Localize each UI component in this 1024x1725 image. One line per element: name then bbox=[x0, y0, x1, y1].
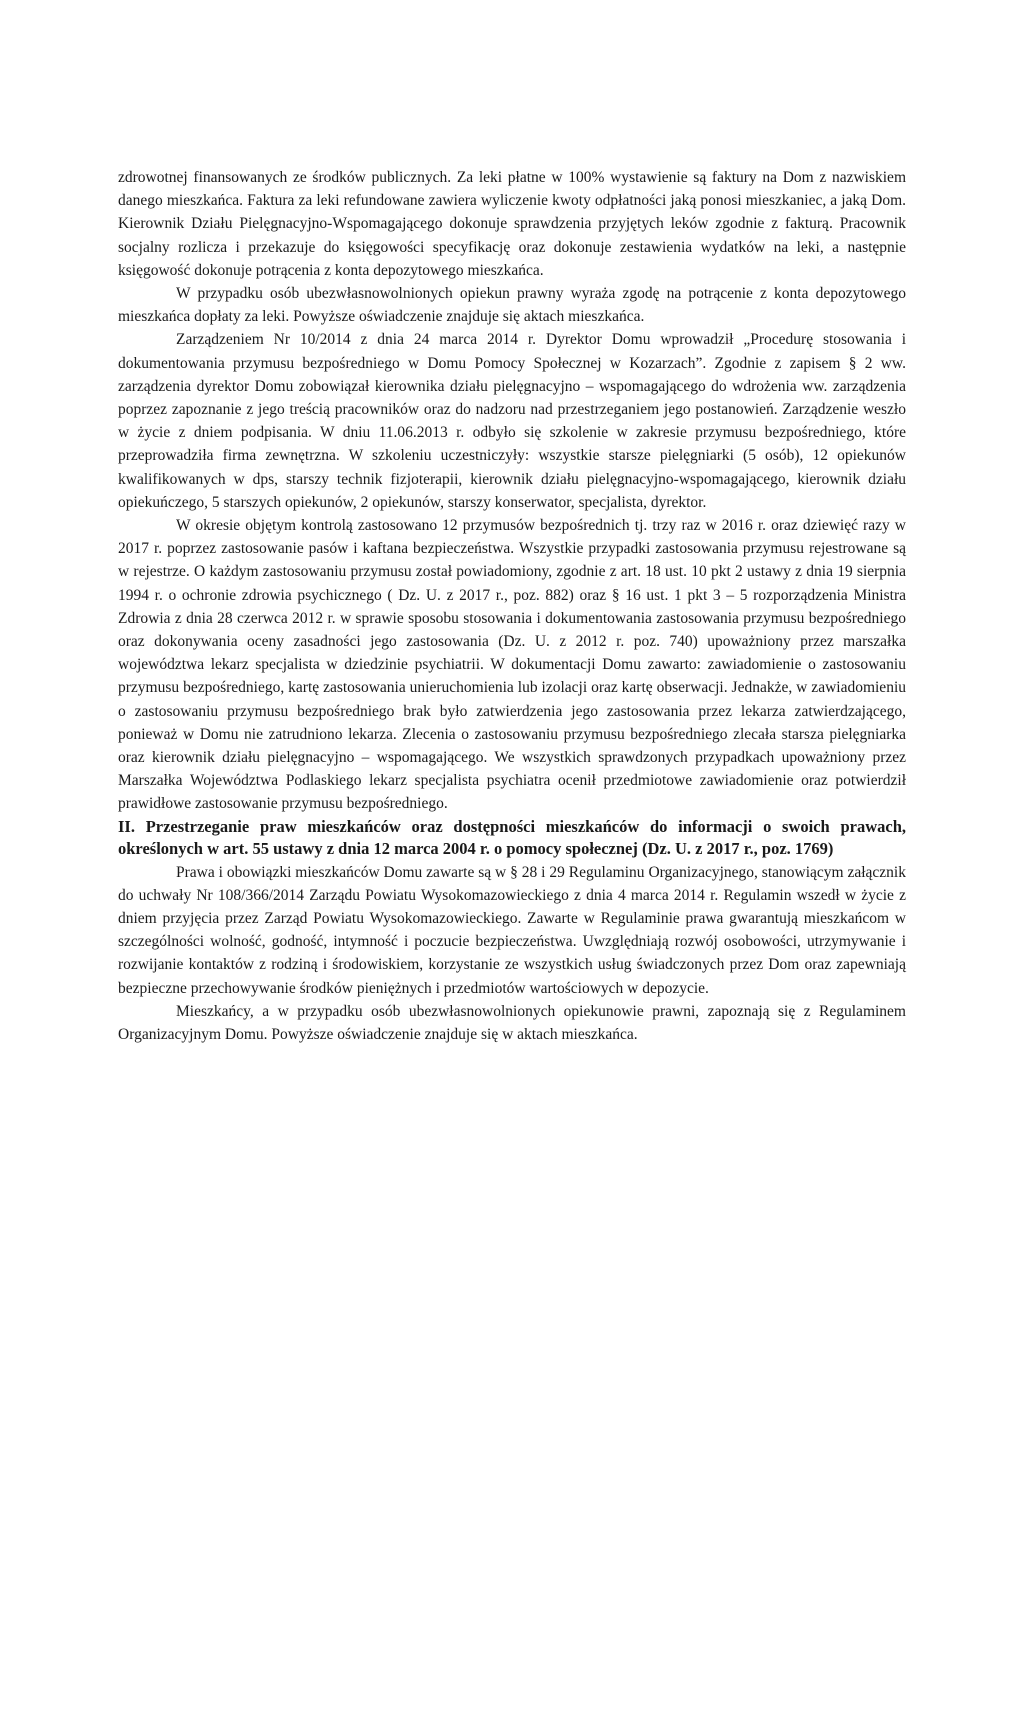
paragraph-resident-rights: Prawa i obowiązki mieszkańców Domu zawarte są w § 28 i 29 Regulaminu Organizacyjnego, stanowiącym załącznik do uchwały Nr 108/366/2014 Zarządu Powiatu Wysokomazowieckiego z dnia 4 marca 2014 r. Regulamin wszedł w życie z dniem przyjęcia przez Zarząd Powiatu Wysokomazowieckiego. Zawarte w Regulaminie prawa gwarantują mieszkańcom w szczególności wolność, godność, intymność i poczucie bezpieczeństwa. Uwzględniają rozwój osobowości, utrzymywanie i rozwijanie kontaktów z rodziną i środowiskiem, korzystanie ze wszystkich usług świadczonych przez Dom oraz zapewniają bezpieczne przechowywanie środków pieniężnych i przedmiotów wartościowych w depozycie. bbox=[118, 863, 906, 997]
document-page bbox=[118, 166, 906, 1046]
paragraph-guardian-consent: W przypadku osób ubezwłasnowolnionych opiekun prawny wyraża zgodę na potrącenie z konta depozytowego mieszkańca dopłaty za leki. Powyższe oświadczenie znajduje się aktach mieszkańca. bbox=[118, 285, 906, 326]
paragraph-coercion-procedure: Zarządzeniem Nr 10/2014 z dnia 24 marca 2014 r. Dyrektor Domu wprowadził „Procedurę stosowania i dokumentowania przymusu bezpośredniego w Domu Pomocy Społecznej w Kozarzach”. Zgodnie z zapisem § 2 ww. zarządzenia dyrektor Domu zobowiązał kierownika działu pielęgnacyjno – wspomagającego do wdrożenia ww. zarządzenia poprzez zapoznanie z jego treścią pracowników oraz do nadzoru nad przestrzeganiem jego postanowień. Zarządzenie weszło w życie z dniem podpisania. W dniu 11.06.2013 r. odbyło się szkolenie w zakresie przymusu bezpośredniego, które przeprowadziła firma zewnętrzna. W szkoleniu uczestniczyły: wszystkie starsze pielęgniarki (5 osób), 12 opiekunów kwalifikowanych w dps, starszy technik fizjoterapii, kierownik działu pielęgnacyjno-wspomagającego, kierownik działu opiekuńczego, 5 starszych opiekunów, 2 opiekunów, starszy konserwator, specjalista, dyrektor. bbox=[118, 331, 906, 511]
paragraph-medication-billing: zdrowotnej finansowanych ze środków publicznych. Za leki płatne w 100% wystawienie są faktury na Dom z nazwiskiem danego mieszkańca. Faktura za leki refundowane zawiera wyliczenie kwoty odpłatności jaką ponosi mieszkaniec, a jaką Dom. Kierownik Działu Pielęgnacyjno-Wspomagającego dokonuje sprawdzenia przyjętych leków zgodnie z fakturą. Pracownik socjalny rozlicza i przekazuje do księgowości specyfikację oraz dokonuje zestawienia wydatków na leki, a następnie księgowość dokonuje potrącenia z konta depozytowego mieszkańca. bbox=[118, 169, 906, 279]
paragraph-regulations-acknowledgement: Mieszkańcy, a w przypadku osób ubezwłasnowolnionych opiekunowie prawni, zapoznają się z Regulaminem Organizacyjnym Domu. Powyższe oświadczenie znajduje się w aktach mieszkańca. bbox=[118, 1002, 906, 1043]
paragraph-coercion-cases: W okresie objętym kontrolą zastosowano 12 przymusów bezpośrednich tj. trzy raz w 2016 r. oraz dziewięć razy w 2017 r. poprzez zastosowanie pasów i kaftana bezpieczeństwa. Wszystkie przypadki zastosowania przymusu rejestrowane są w rejestrze. O każdym zastosowaniu przymusu został powiadomiony, zgodnie z art. 18 ust. 10 pkt 2 ustawy z dnia 19 sierpnia 1994 r. o ochronie zdrowia psychicznego ( Dz. U. z 2017 r., poz. 882) oraz § 16 ust. 1 pkt 3 – 5 rozporządzenia Ministra Zdrowia z dnia 28 czerwca 2012 r. w sprawie sposobu stosowania i dokumentowania zastosowania przymusu bezpośredniego oraz dokonywania oceny zasadności jego zastosowania (Dz. U. z 2012 r. poz. 740) upoważniony przez marszałka województwa lekarz specjalista w dziedzinie psychiatrii. W dokumentacji Domu zawarto: zawiadomienie o zastosowaniu przymusu bezpośredniego, kartę zastosowania unieruchomienia lub izolacji oraz kartę obserwacji. Jednakże, w zawiadomieniu o zastosowaniu przymusu bezpośredniego brak było zatwierdzenia jego zastosowania przez lekarza zatwierdzającego, ponieważ w Domu nie zatrudniono lekarza. Zlecenia o zastosowaniu przymusu bezpośredniego zlecała starsza pielęgniarka oraz kierownik działu pielęgnacyjno – wspomagającego. We wszystkich sprawdzonych przypadkach upoważniony przez Marszałka Województwa Podlaskiego lekarz specjalista psychiatra ocenił przedmiotowe zawiadomienie oraz potwierdził prawidłowe zastosowanie przymusu bezpośredniego. bbox=[118, 517, 906, 813]
section-heading: II. Przestrzeganie praw mieszkańców oraz dostępności mieszkańców do informacji o swoich prawach, określonych w art. 55 ustawy z dnia 12 marca 2004 r. o pomocy społecznej (Dz. U. z 2017 r., poz. 1769) bbox=[118, 816, 906, 859]
